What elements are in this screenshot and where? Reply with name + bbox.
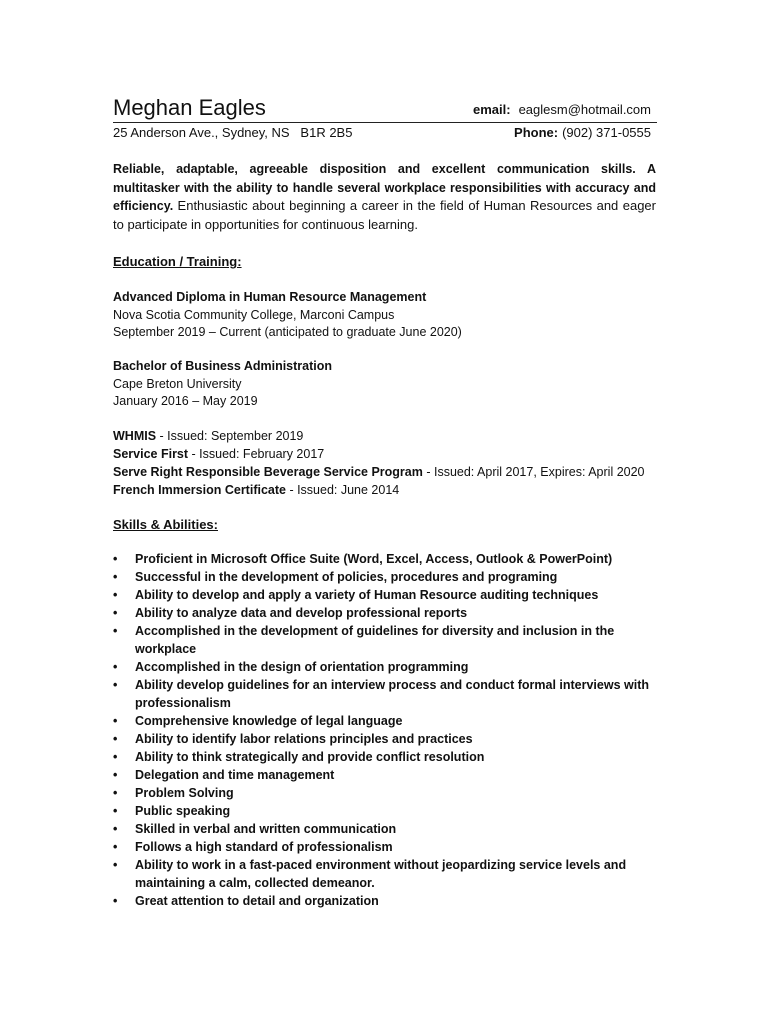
- certificates-list: [113, 427, 645, 499]
- education-title: Advanced Diploma in Human Resource Management: [113, 290, 427, 304]
- certificate-item: [113, 445, 645, 463]
- skill-text: Ability to work in a fast-paced environment without jeopardizing service levels and maintaining a calm, collected demeanor.: [135, 858, 627, 890]
- bullet-icon: •: [113, 552, 118, 566]
- certificate-name: Serve Right Responsible Beverage Service Program: [113, 465, 423, 479]
- bullet-icon: •: [113, 750, 118, 764]
- skill-text: Great attention to detail and organization: [135, 894, 379, 908]
- certificate-name: WHMIS: [113, 429, 157, 443]
- certificate-item: [113, 481, 645, 499]
- education-entry: [113, 289, 462, 342]
- certificate-detail: - Issued: February 2017: [188, 447, 325, 461]
- email-line: [473, 101, 651, 119]
- education-entry: [113, 358, 332, 411]
- skill-text: Ability to think strategically and provide conflict resolution: [135, 750, 485, 764]
- certificate-detail: - Issued: April 2017, Expires: April 2020: [422, 465, 645, 479]
- education-institution: Cape Breton University: [113, 376, 242, 391]
- bullet-icon: •: [113, 588, 118, 602]
- bullet-icon: •: [113, 822, 118, 836]
- bullet-icon: •: [113, 678, 118, 692]
- skill-item: [113, 820, 653, 838]
- skill-item: [113, 622, 653, 658]
- education-dates: January 2016 – May 2019: [113, 394, 258, 408]
- summary-part-2: Enthusiastic about beginning a career in the field of Human Resources and eager to participate in opportunities for continuous learning.: [113, 198, 656, 232]
- skill-item: [113, 676, 653, 712]
- bullet-icon: •: [113, 768, 118, 782]
- header-divider: [113, 122, 657, 123]
- skill-text: Comprehensive knowledge of legal language: [135, 714, 403, 728]
- skill-item: [113, 604, 653, 622]
- bullet-icon: •: [113, 732, 118, 746]
- skills-list: [113, 550, 653, 910]
- certificate-item: [113, 427, 645, 445]
- skill-item: [113, 730, 653, 748]
- skills-heading: Skills & Abilities:: [113, 517, 218, 532]
- skill-text: Delegation and time management: [135, 768, 335, 782]
- skill-item: [113, 712, 653, 730]
- skill-text: Successful in the development of policies, procedures and programing: [135, 570, 558, 584]
- phone-number: (902) 371-0555: [562, 125, 651, 140]
- professional-summary: [113, 160, 656, 234]
- skill-text: Ability to develop and apply a variety of Human Resource auditing techniques: [135, 588, 599, 602]
- certificate-name: Service First: [113, 447, 189, 461]
- skill-item: [113, 892, 653, 910]
- skill-item: [113, 586, 653, 604]
- phone-line: [514, 124, 651, 142]
- education-title: Bachelor of Business Administration: [113, 359, 333, 373]
- email-address[interactable]: eaglesm@hotmail.com: [518, 102, 651, 117]
- skill-item: [113, 838, 653, 856]
- skill-item: [113, 856, 653, 892]
- bullet-icon: •: [113, 858, 118, 872]
- bullet-icon: •: [113, 714, 118, 728]
- summary-part-1: Reliable, adaptable, agreeable disposition and excellent communication skills. A multitasker with the ability to handle several workplace responsibilities with accuracy and efficiency.: [113, 162, 656, 213]
- skill-text: Ability develop guidelines for an interview process and conduct formal interviews with professionalism: [135, 678, 649, 710]
- education-heading: Education / Training:: [113, 254, 242, 269]
- address: 25 Anderson Ave., Sydney, NS B1R 2B5: [113, 125, 353, 140]
- certificate-item: [113, 463, 645, 481]
- skill-item: [113, 802, 653, 820]
- bullet-icon: •: [113, 660, 118, 674]
- bullet-icon: •: [113, 624, 118, 638]
- certificate-detail: - Issued: June 2014: [285, 483, 400, 497]
- education-institution: Nova Scotia Community College, Marconi Campus: [113, 307, 395, 322]
- skill-text: Skilled in verbal and written communication: [135, 822, 397, 836]
- bullet-icon: •: [113, 804, 118, 818]
- skill-item: [113, 748, 653, 766]
- candidate-name: Meghan Eagles: [113, 95, 266, 120]
- certificate-name: French Immersion Certificate: [113, 483, 286, 497]
- bullet-icon: •: [113, 570, 118, 584]
- bullet-icon: •: [113, 840, 118, 854]
- skill-text: Problem Solving: [135, 786, 234, 800]
- skill-text: Accomplished in the development of guidelines for diversity and inclusion in the workplace: [135, 624, 615, 656]
- bullet-icon: •: [113, 786, 118, 800]
- email-label: email:: [473, 102, 511, 117]
- skill-text: Follows a high standard of professionalism: [135, 840, 393, 854]
- skill-item: [113, 568, 653, 586]
- certificate-detail: - Issued: September 2019: [156, 429, 304, 443]
- bullet-icon: •: [113, 606, 118, 620]
- skill-text: Proficient in Microsoft Office Suite (Word, Excel, Access, Outlook & PowerPoint): [135, 552, 613, 566]
- skill-text: Ability to identify labor relations principles and practices: [135, 732, 473, 746]
- skill-text: Public speaking: [135, 804, 231, 818]
- skill-text: Accomplished in the design of orientation programming: [135, 660, 469, 674]
- skill-item: [113, 784, 653, 802]
- skill-item: [113, 550, 653, 568]
- bullet-icon: •: [113, 894, 118, 908]
- phone-label: Phone:: [514, 125, 559, 140]
- skill-item: [113, 658, 653, 676]
- education-dates: September 2019 – Current (anticipated to graduate June 2020): [113, 325, 462, 339]
- skill-item: [113, 766, 653, 784]
- skill-text: Ability to analyze data and develop professional reports: [135, 606, 468, 620]
